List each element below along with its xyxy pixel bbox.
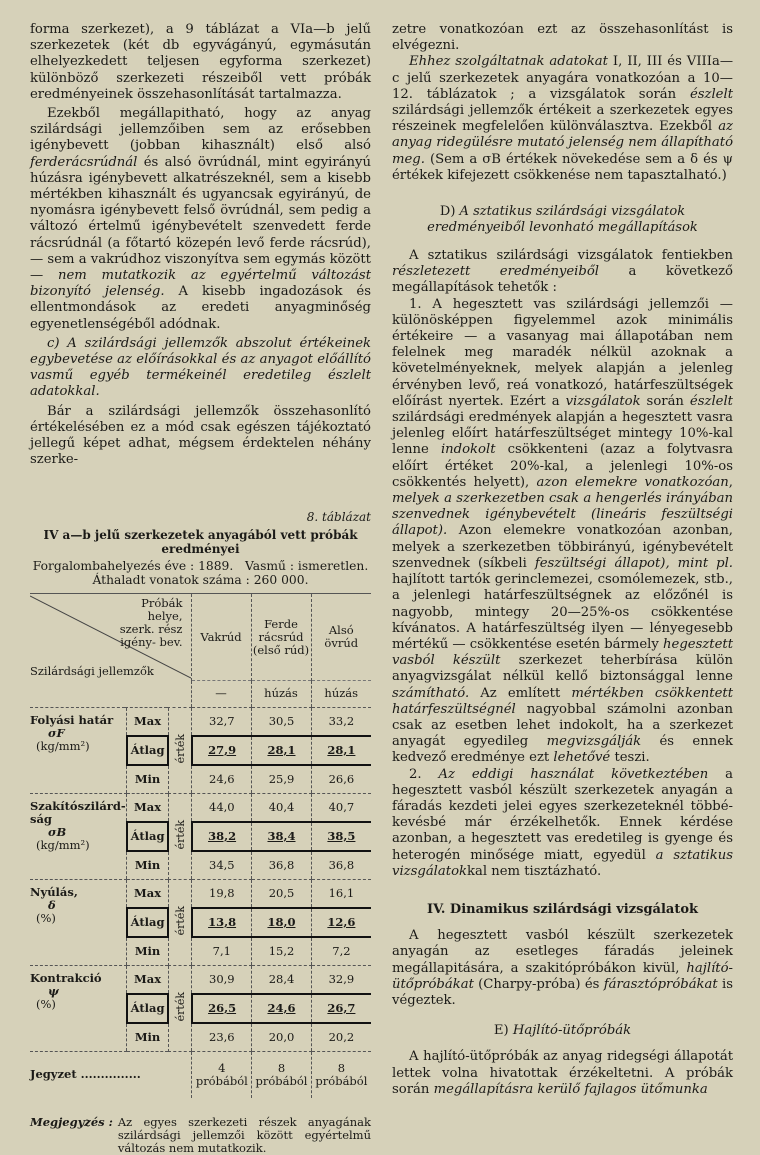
column-header: Vakrúd: [191, 594, 251, 681]
value-cell: 28,4: [252, 965, 312, 994]
note-row-label: Jegyzet ...............: [30, 1067, 141, 1082]
text-run: a hegesztett vasból készült szerkezetek anyagán a fáradás kezdeti jelei egyes szerkezeteknél többé-kevésbé már érzékelhetők. Ennek kérdése azonban, a hegesztett vas eredetileg is gyenge és heterogén minősége miatt, egyedül: [392, 766, 733, 863]
left-column: [30, 22, 371, 1155]
property-unit: (%): [36, 996, 56, 1011]
text-run: (Charpy-próba) és: [473, 976, 604, 992]
value-cell: 28,1: [311, 736, 371, 765]
sample-word: próbából: [255, 1073, 308, 1088]
text-run-italic: ferderácsrúdnál: [30, 154, 138, 170]
value-cell: 26,6: [311, 765, 371, 794]
value-label: [168, 793, 192, 879]
text-run-italic: mértékben csökkentett határfeszültségnél: [392, 685, 733, 717]
text-run: és alsó övrúdnál, mint egyirányú húzásra igénybevett alkatrészeknél, sem a kisebb mértékben kihasznált és ugyancsak egyirányú, de nyomásra igénybevett felső övrúdnál, sem pedig a változó értelmű igénybevételt szenvedett ferde rácsrúdnál (a főtartó közepén levő ferde rácsrúd), — sem a vakrúdhoz viszonyítva sem egymás között —: [30, 154, 371, 284]
text-run-italic: c) A szilárdsági jellemzők abszolut értékeinek egybevetése az előírásokkal és az anyagot előállító vasmű egyéb termékeinél eredetileg észlelt adatokkal.: [30, 335, 371, 400]
text-run: A hajlító-ütőpróbák az anyag ridegségi állapotát lettek volna hivatottak érzékeltetni. A próbák során: [392, 1049, 733, 1097]
row-label-avg: Átlag: [127, 908, 169, 937]
value-label-text: érték: [173, 906, 187, 936]
value-cell: 20,2: [311, 1023, 371, 1052]
note-row: [30, 1051, 371, 1098]
property-name: Nyúlás,: [30, 884, 78, 899]
footnote-label: Megjegyzés :: [30, 1114, 113, 1129]
sample-count: 8: [337, 1060, 346, 1075]
property-label: [30, 793, 127, 879]
value-label-text: érték: [173, 820, 187, 850]
table-sections: [30, 708, 371, 1098]
row-label-avg: Átlag: [127, 994, 169, 1023]
row-label-max: Max: [127, 879, 169, 908]
paragraph: [392, 767, 733, 880]
value-cell: 38,2: [192, 822, 252, 851]
text-run-italic: Hajlító-ütőpróbák: [512, 1023, 632, 1039]
value-cell: 27,9: [192, 736, 252, 765]
text-run-italic: megállapításra kerülő fajlagos ütőmunka: [433, 1081, 708, 1097]
value-cell: 13,8: [192, 908, 252, 937]
paragraph: [392, 248, 733, 297]
text-run-italic: indokolt: [440, 442, 496, 458]
value-cell: 33,2: [311, 708, 371, 736]
paragraph: [392, 1049, 733, 1098]
text-run: Ezekből megállapitható, hogy az anyag szilárdsági jellemzőiben sem az erősebben igénybevett (jobban kihasznált) első alsó: [30, 106, 371, 154]
property-name: Folyási határ: [30, 712, 114, 727]
value-label: [168, 708, 192, 794]
value-cell: 24,6: [192, 765, 252, 794]
text-run: ,: [728, 474, 733, 490]
value-cell: 38,4: [252, 822, 312, 851]
property-symbol: ψ: [48, 983, 59, 998]
property-symbol: δ: [48, 897, 56, 912]
value-cell: 36,8: [252, 851, 312, 880]
text-run: 1. A hegesztett vas szilárdsági jellemzői — különösképpen figyelemmel azok minimális értékeire — a vasanyag mai állapotában nem felelnek meg maradék nélkül azoknak a követelményeknek, melyek alapján a jelenleg érvényben levő, reá vonatkozó, határfeszültségek előírást nyertek. Ezért a: [392, 296, 733, 409]
value-cell: 23,6: [192, 1023, 252, 1052]
load-type: húzás: [251, 680, 311, 707]
text-run: szilárdsági eredmények alapján a hegesztett vasra jelenleg előírt határfeszültséget mintegy 10%-kal lenne: [392, 410, 733, 458]
paragraph: zetre vonatkozóan ezt az összehasonlítást is elvégezni.: [392, 22, 733, 54]
sample-word: próbából: [315, 1073, 368, 1088]
text-run-italic: hegesztett vasból készült: [392, 636, 733, 669]
text-run-italic: Ehhez szolgáltatnak adatokat: [409, 54, 608, 70]
value-cell: 32,9: [311, 965, 371, 994]
value-cell: 24,6: [252, 994, 312, 1023]
property-label: [30, 879, 127, 965]
text-run: A hegesztett vasból készült szerkezetek anyagán az esetleges fáradás jeleinek megállapitására, a szakitópróbákon kivül,: [392, 928, 733, 976]
value-cell: 34,5: [192, 851, 252, 880]
text-run: szerkezet teherbírása külön anyagvizsgálat nélkül kellő biztonsággal lenne: [392, 653, 733, 685]
paragraph: [30, 106, 371, 333]
text-run-italic: fárasztópróbákat: [603, 976, 718, 992]
value-cell: 26,7: [311, 994, 371, 1023]
paragraph: [392, 297, 733, 767]
diagonal-header-cell: [30, 594, 191, 681]
text-run: hajlított tartók gerinclemezei, csomólemezek, stb., a jelenlegi határfeszültségnek az előzőnél is nagyobb, mintegy 20—25%-os csökkentése kívánatos. A határfeszültség ilyen — lényegesebb mértékű — csökkentése esetén bármely: [392, 572, 733, 652]
table-row: [30, 793, 371, 822]
value-cell: 12,6: [311, 908, 371, 937]
text-run-italic: A sztatikus szilárdsági vizsgálatok eredményeiből levonható megállapítások: [427, 204, 698, 236]
table-row: [30, 708, 371, 736]
table-row: [30, 879, 371, 908]
value-cell: 7,2: [311, 937, 371, 966]
text-run-italic: vizsgálatok: [565, 393, 641, 409]
table-meta-line: Forgalombahelyezés éve : 1889. Vasmű : ismeretlen.: [32, 559, 369, 574]
text-run-italic: számítható.: [392, 685, 470, 701]
results-table-body: [30, 708, 371, 1098]
sample-word: próbából: [195, 1073, 248, 1088]
paragraph: Bár a szilárdsági jellemzők összehasonlító értékelésében ez a mód csak egészen tájékoztató jellegű képet adhat, mégsem érdektelen néhány szerke-: [30, 403, 371, 468]
footnote: [30, 1116, 371, 1155]
section-heading-d: [392, 204, 733, 236]
value-cell: 30,9: [192, 965, 252, 994]
value-cell: 28,1: [252, 736, 312, 765]
column-header: Ferde rácsrúd (első rúd): [251, 594, 311, 681]
sample-count: 4: [218, 1060, 226, 1075]
table-meta-line: Áthaladt vonatok száma : 260 000.: [92, 573, 309, 588]
text-run: szilárdsági jellemzők értékeit a szerkezetek egyes részeinek megfelelően különválasztva. Ezekből: [392, 103, 733, 135]
text-run-italic: részletezett eredményeiből: [392, 264, 600, 280]
text-run: (Sem a σB értékek növekedése sem a δ és ψ értékek kifejezett csökkenése nem tapasztalható.): [392, 151, 733, 183]
table-row: [30, 965, 371, 994]
table-title: IV a—b jelű szerkezetek anyagából vett próbák eredményei: [43, 528, 358, 557]
value-cell: 20,5: [252, 879, 312, 908]
row-label-min: Min: [127, 851, 169, 880]
section-heading-e: [392, 1023, 733, 1039]
text-run: D): [439, 204, 460, 220]
text-run-italic: észlelt: [689, 86, 733, 102]
paragraph: forma szerkezet), a 9 táblázat a VIa—b jelű szerkezetek (két db egyvágányú, egymásután elhelyezkedett teljesen egyforma szerkezet) különböző szerkezeti részeiből vett próbák eredményeinek összehasonlítását tartalmazza.: [30, 22, 371, 102]
load-type: húzás: [311, 680, 371, 707]
row-label-max: Max: [127, 965, 169, 994]
text-run-italic: Az eddigi használat következtében: [438, 766, 709, 782]
text-run: I, II, III és VIIIa—c jelű szerkezetek anyagára vonatkozóan a 10—12. táblázatok ; a vizsgálatok során: [392, 54, 734, 102]
text-run-italic: azon elemekre vonatkozóan: [536, 474, 729, 490]
text-run: csökkenteni (azaz a folytvasra előírt értéket 20%-kal, a jelenlegi 10%-os csökkentés helyett),: [392, 442, 733, 490]
text-run-italic: lehetővé: [553, 750, 611, 766]
value-cell: 38,5: [311, 822, 371, 851]
text-run: során: [640, 393, 690, 409]
row-label-min: Min: [127, 1023, 169, 1052]
paragraph: [392, 928, 733, 1009]
load-type: —: [191, 680, 251, 707]
text-run-italic: hajlító-ütőpróbákat: [392, 960, 733, 992]
value-cell: 40,7: [311, 793, 371, 822]
value-label: [168, 965, 192, 1051]
section-heading-iv: IV. Dinamikus szilárdsági vizsgálatok: [426, 901, 699, 917]
text-run: Azon elemekre vonatkozóan azonban, melyek a szerkezetben többirányú, igénybevételt szenvednek (síkbeli: [392, 523, 733, 571]
value-cell: 25,9: [252, 765, 312, 794]
property-symbol: σB: [48, 824, 67, 839]
value-cell: 20,0: [252, 1023, 312, 1052]
note-cell: [311, 1051, 371, 1098]
value-cell: 40,4: [252, 793, 312, 822]
text-run: teszi.: [610, 750, 650, 766]
note-cell: [192, 1051, 252, 1098]
text-run: A sztatikus szilárdsági vizsgálatok fentiekben: [409, 248, 733, 264]
row-label-max: Max: [127, 793, 169, 822]
text-run-italic: melyek a szerkezetben csak a hengerlés irányában szenvednek igénybevételt (lineáris feszültségi állapot).: [392, 491, 733, 539]
text-run: nagyobbal számolni azonban csak az esetben lehet indokolt, ha a szerkezet anyagát egyedileg: [392, 701, 733, 750]
text-run-italic: az anyag ridegülésre mutató jelenség nem állapítható meg.: [392, 119, 734, 167]
sample-count: 8: [277, 1060, 286, 1075]
text-run: és ennek kedvező eredménye ezt: [392, 734, 733, 766]
value-cell: 26,5: [192, 994, 252, 1023]
text-run: E): [493, 1023, 513, 1039]
diagonal-header-lower: Szilárdsági jellemzők: [30, 664, 154, 679]
table-number: 8. táblázat: [306, 510, 371, 525]
value-cell: 30,5: [252, 708, 312, 736]
text-run-italic: megvizsgálják: [546, 734, 642, 750]
column-header: Alsó övrúd: [311, 594, 371, 681]
text-run: 2.: [409, 766, 439, 782]
value-cell: 15,2: [252, 937, 312, 966]
property-name: Szakítószilárd-ság: [30, 798, 126, 826]
property-unit: (%): [36, 910, 56, 925]
text-run: Az említett: [469, 685, 572, 701]
value-label: [168, 879, 192, 965]
row-label-min: Min: [127, 937, 169, 966]
text-run-italic: feszültségi állapot), mint pl.: [534, 555, 734, 571]
value-cell: 32,7: [192, 708, 252, 736]
footnote-text: Az egyes szerkezeti részek anyagának szilárdsági jellemzői között egyértelmű változás nem mutatkozik.: [117, 1114, 371, 1155]
value-cell: 19,8: [192, 879, 252, 908]
paragraph: [392, 54, 733, 184]
value-cell: 44,0: [192, 793, 252, 822]
value-cell: 18,0: [252, 908, 312, 937]
right-column: [392, 22, 733, 1098]
text-run: a következő megállapítások tehetők :: [392, 264, 733, 296]
text-run-italic: a sztatikus vizsgálatok: [392, 847, 734, 879]
row-label-min: Min: [127, 765, 169, 794]
property-label: [30, 965, 127, 1051]
value-label-text: érték: [173, 992, 187, 1022]
text-run: A kisebb ingadozások és ellentmondások az eredeti anyagminőség egyenetlenségéből adódnak.: [30, 284, 371, 332]
text-run: kal nem tisztázható.: [467, 863, 602, 879]
row-label-max: Max: [127, 708, 169, 736]
property-label: [30, 708, 127, 794]
property-name: Kontrakció: [30, 970, 102, 985]
note-cell: [252, 1051, 312, 1098]
text-run: is végeztek.: [392, 976, 733, 1008]
text-run-italic: észlelt: [689, 393, 733, 409]
text-run-italic: nem mutatkozik az egyértelmű változást bizonyító jelenség.: [30, 268, 371, 300]
value-cell: 7,1: [192, 937, 252, 966]
value-cell: 36,8: [311, 851, 371, 880]
value-cell: 16,1: [311, 879, 371, 908]
property-unit: (kg/mm²): [36, 738, 90, 753]
subsection-heading: [30, 336, 371, 401]
results-table: [30, 593, 371, 708]
value-label-text: érték: [173, 734, 187, 764]
diagonal-header-upper: Próbák helye, szerk. rész igény- bev.: [119, 596, 183, 650]
property-unit: (kg/mm²): [36, 837, 90, 852]
property-symbol: σF: [48, 725, 65, 740]
row-label-avg: Átlag: [127, 822, 169, 851]
row-label-avg: Átlag: [127, 736, 169, 765]
